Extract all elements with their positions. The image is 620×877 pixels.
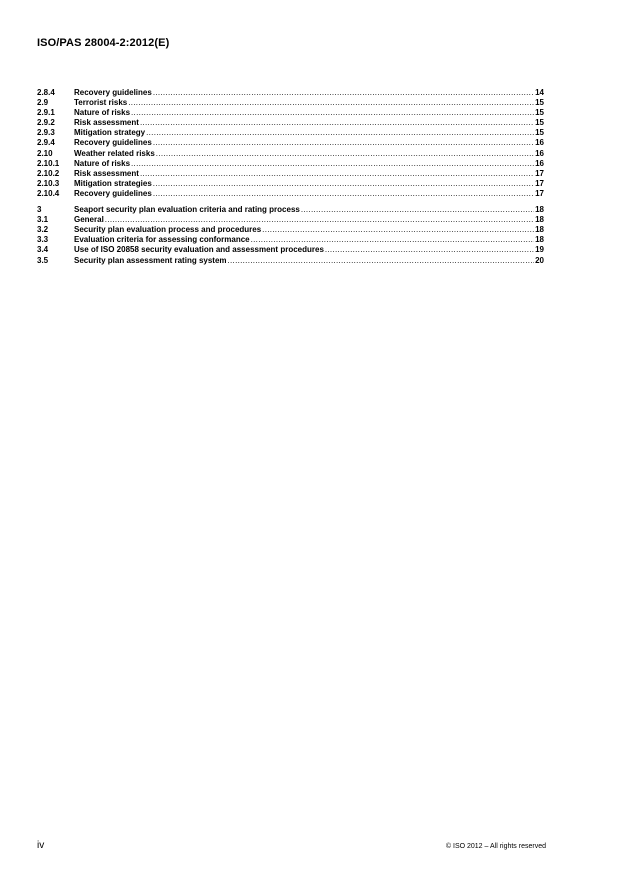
toc-entry-number: 2.9.1	[37, 108, 55, 118]
dot-leader	[131, 108, 534, 118]
toc-entry-page: 15	[535, 128, 544, 138]
dot-leader	[251, 235, 534, 245]
toc-entry-number: 2.10.3	[37, 178, 60, 188]
toc-entry[interactable]	[37, 245, 544, 255]
toc-entry-number: 2.10.2	[37, 168, 60, 178]
toc-entry-page: 17	[535, 178, 544, 188]
toc-entry-page: 16	[535, 158, 544, 168]
dot-leader	[105, 215, 534, 225]
toc-entry[interactable]	[37, 215, 544, 225]
dot-leader	[262, 225, 534, 235]
toc-entry-title: Evaluation criteria for assessing conformance	[74, 235, 250, 245]
dot-leader	[146, 128, 534, 138]
dot-leader	[131, 159, 534, 169]
toc-entry[interactable]	[37, 189, 544, 199]
toc-entry-title: Security plan evaluation process and procedures	[74, 225, 262, 235]
toc-entry-page: 15	[535, 98, 544, 108]
toc-entry-title: General	[74, 215, 104, 225]
toc-entry[interactable]	[37, 179, 544, 189]
toc-entry-page: 17	[535, 188, 544, 198]
toc-entry-number: 3.4	[37, 245, 49, 255]
toc-entry[interactable]	[37, 149, 544, 159]
toc-entry-number: 2.9	[37, 98, 49, 108]
toc-entry-title: Weather related risks	[74, 148, 155, 158]
document-header: ISO/PAS 28004-2:2012(E)	[37, 37, 170, 49]
toc-entry[interactable]	[37, 138, 544, 148]
toc-entry-number: 2.9.4	[37, 138, 55, 148]
toc-entry-page: 18	[535, 215, 544, 225]
toc-entry-page: 16	[535, 138, 544, 148]
toc-entry-page: 18	[535, 205, 544, 215]
toc-entry-number: 2.9.3	[37, 128, 55, 138]
toc-entry-page: 15	[535, 118, 544, 128]
toc-entry-title: Risk assessment	[74, 118, 139, 128]
toc-entry-title: Mitigation strategy	[74, 128, 146, 138]
toc-entry-title: Nature of risks	[74, 158, 131, 168]
dot-leader	[140, 169, 534, 179]
toc-entry-number: 3	[37, 205, 42, 215]
toc-entry-page: 14	[535, 88, 544, 97]
toc-entry-page: 15	[535, 108, 544, 118]
toc-entry[interactable]	[37, 159, 544, 169]
toc-entry[interactable]	[37, 108, 544, 118]
dot-leader	[156, 149, 534, 159]
toc-entry-number: 3.1	[37, 215, 49, 225]
toc-entry[interactable]	[37, 128, 544, 138]
toc-entry-title: Recovery guidelines	[74, 88, 152, 97]
toc-entry-page: 19	[535, 245, 544, 255]
toc-entry-title: Risk assessment	[74, 168, 139, 178]
table-of-contents	[37, 88, 544, 266]
toc-entry-number: 2.10.4	[37, 188, 60, 198]
toc-entry-number: 2.10.1	[37, 158, 60, 168]
toc-entry[interactable]	[37, 235, 544, 245]
toc-entry[interactable]	[37, 98, 544, 108]
toc-entry-page: 17	[535, 168, 544, 178]
toc-entry-number: 2.8.4	[37, 88, 55, 97]
page-footer	[37, 840, 546, 851]
toc-entry-number: 3.5	[37, 255, 49, 265]
toc-entry-title: Mitigation strategies	[74, 178, 152, 188]
toc-entry[interactable]	[37, 88, 544, 98]
dot-leader	[153, 138, 534, 148]
dot-leader	[228, 256, 535, 266]
toc-entry[interactable]	[37, 169, 544, 179]
dot-leader	[153, 88, 534, 98]
toc-group	[37, 88, 544, 199]
toc-entry-page: 16	[535, 148, 544, 158]
toc-entry-title: Security plan assessment rating system	[74, 255, 227, 265]
toc-group	[37, 205, 544, 266]
toc-entry-page: 20	[535, 255, 544, 265]
toc-entry[interactable]	[37, 225, 544, 235]
toc-entry[interactable]	[37, 118, 544, 128]
dot-leader	[153, 179, 534, 189]
toc-entry-title: Use of ISO 20858 security evaluation and assessment procedures	[74, 245, 324, 255]
toc-entry[interactable]	[37, 256, 544, 266]
toc-entry-number: 2.10	[37, 148, 53, 158]
dot-leader	[301, 205, 534, 215]
toc-entry-page: 18	[535, 225, 544, 235]
toc-entry-title: Terrorist risks	[74, 98, 128, 108]
toc-entry-number: 3.3	[37, 235, 49, 245]
dot-leader	[128, 98, 534, 108]
toc-entry-number: 2.9.2	[37, 118, 55, 128]
toc-entry-number: 3.2	[37, 225, 49, 235]
dot-leader	[140, 118, 534, 128]
toc-entry-page: 18	[535, 235, 544, 245]
toc-entry[interactable]	[37, 205, 544, 215]
toc-entry-title: Nature of risks	[74, 108, 131, 118]
copyright-notice: © ISO 2012 – All rights reserved	[445, 843, 546, 850]
dot-leader	[325, 245, 534, 255]
toc-entry-title: Recovery guidelines	[74, 138, 152, 148]
toc-entry-title: Seaport security plan evaluation criteria and rating process	[74, 205, 300, 215]
dot-leader	[153, 189, 534, 199]
page-number: iv	[37, 840, 45, 851]
toc-entry-title: Recovery guidelines	[74, 188, 152, 198]
